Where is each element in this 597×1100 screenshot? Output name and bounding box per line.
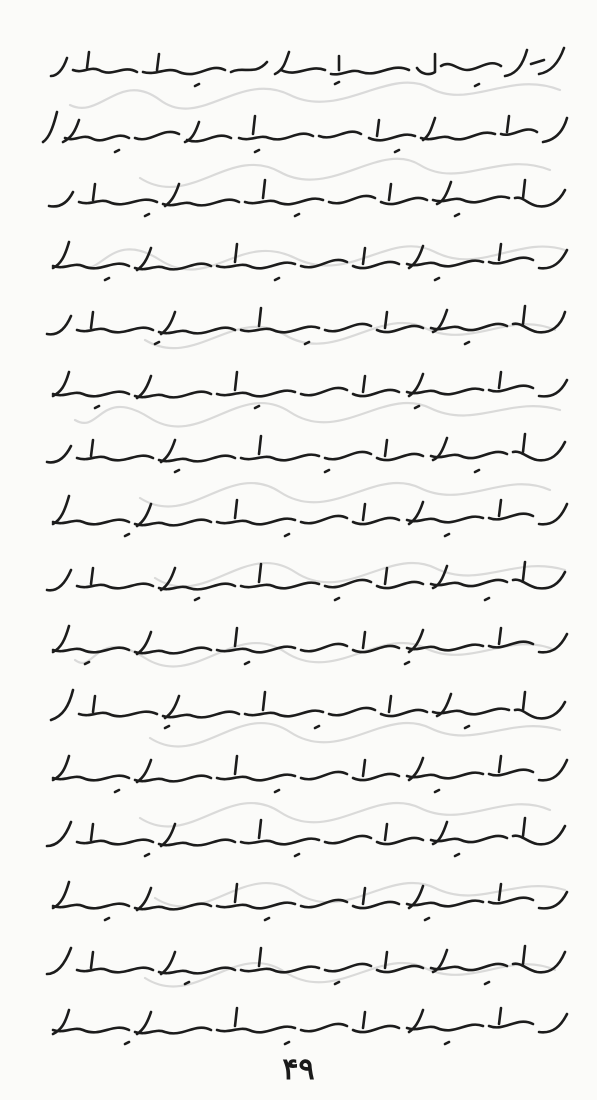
manuscript-line-9	[39, 552, 579, 612]
manuscript-line-15	[39, 936, 579, 996]
manuscript-line-13	[39, 808, 579, 868]
manuscript-line-10	[39, 616, 579, 676]
manuscript-line-11	[39, 680, 579, 740]
manuscript-line-5	[39, 296, 579, 356]
manuscript-line-14	[39, 872, 579, 932]
manuscript-line-4	[39, 232, 579, 292]
manuscript-line-2	[39, 104, 579, 164]
page-number: ۴۹	[282, 1052, 315, 1087]
manuscript-line-16	[39, 996, 579, 1056]
manuscript-line-12	[39, 744, 579, 804]
manuscript-line-1	[39, 40, 579, 100]
manuscript-line-7	[39, 424, 579, 484]
manuscript-line-6	[39, 360, 579, 420]
manuscript-line-8	[39, 488, 579, 548]
manuscript-line-3	[39, 168, 579, 228]
